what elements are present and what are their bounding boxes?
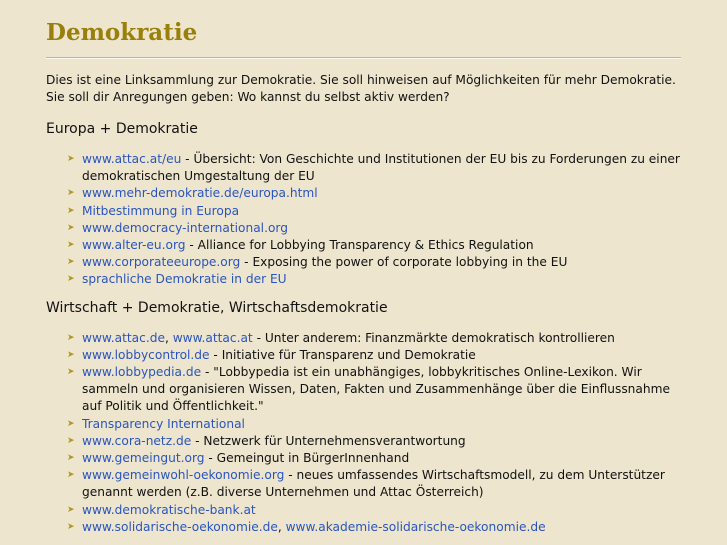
link-separator: , [164, 330, 173, 345]
section-heading: Europa + Demokratie [46, 121, 198, 137]
title-divider [46, 57, 681, 59]
list-item [46, 519, 681, 536]
list-item [46, 364, 681, 416]
intro-text: Dies ist eine Linksammlung zur Demokratie. Sie soll hinweisen auf Möglichkeiten für mehr Demokratie. Sie soll dir Anregungen geben: Wo kannst du selbst aktiv werden? [46, 73, 676, 104]
arrow-bullet-icon: ➤ [67, 205, 75, 216]
link-separator: , [277, 519, 286, 534]
link-list [46, 330, 681, 536]
list-item [46, 203, 681, 220]
link-description: - Gemeingut in BürgerInnenhand [204, 451, 410, 466]
link-description: - Netzwerk für Unternehmensverantwortung [191, 433, 466, 448]
list-item [46, 433, 681, 450]
external-link[interactable]: www.gemeinwohl-oekonomie.org [82, 468, 285, 483]
external-link[interactable]: www.gemeingut.org [82, 451, 205, 466]
arrow-bullet-icon: ➤ [67, 349, 75, 360]
external-link[interactable]: www.cora-netz.de [82, 433, 192, 448]
external-link[interactable]: www.attac.de [82, 330, 165, 345]
external-link[interactable]: www.mehr-demokratie.de/europa.html [82, 186, 318, 201]
list-item [46, 502, 681, 519]
link-list [46, 151, 681, 289]
arrow-bullet-icon: ➤ [67, 274, 75, 285]
list-item [46, 467, 681, 501]
list-item [46, 416, 681, 433]
arrow-bullet-icon: ➤ [67, 240, 75, 251]
link-description: - "Lobbypedia ist ein unabhängiges, lobbykritisches Online-Lexikon. Wir sammeln und organisieren Wissen, Daten, Fakten und Zusammenhänge über die Einflussnahme auf Politik und Öffentlichkeit." [82, 365, 670, 414]
list-item [46, 151, 681, 185]
external-link[interactable]: Mitbestimmung in Europa [82, 203, 240, 218]
external-link[interactable]: www.attac.at/eu [82, 152, 182, 166]
list-item [46, 271, 681, 288]
arrow-bullet-icon: ➤ [67, 504, 75, 515]
arrow-bullet-icon: ➤ [67, 435, 75, 446]
external-link[interactable]: www.lobbypedia.de [82, 365, 202, 380]
arrow-bullet-icon: ➤ [67, 188, 75, 199]
arrow-bullet-icon: ➤ [67, 521, 75, 532]
page-title: Demokratie [46, 19, 198, 46]
arrow-bullet-icon: ➤ [67, 470, 75, 481]
arrow-bullet-icon: ➤ [67, 332, 75, 343]
link-description: - Übersicht: Von Geschichte und Institutionen der EU bis zu Forderungen zu einer demokratischen Umgestaltung der EU [82, 152, 680, 184]
list-item [46, 185, 681, 202]
arrow-bullet-icon: ➤ [67, 154, 75, 164]
arrow-bullet-icon: ➤ [67, 418, 75, 429]
list-item [46, 330, 681, 347]
list-item [46, 254, 681, 271]
external-link[interactable]: www.solidarische-oekonomie.de [82, 519, 278, 534]
external-link[interactable]: www.alter-eu.org [82, 238, 186, 253]
link-description: - neues umfassendes Wirtschaftsmodell, zu dem Unterstützer genannt werden (z.B. diverse Unternehmen und Attac Österreich) [82, 468, 665, 500]
external-link[interactable]: www.corporateeurope.org [82, 255, 241, 270]
link-description: - Exposing the power of corporate lobbying in the EU [240, 255, 568, 270]
arrow-bullet-icon: ➤ [67, 367, 75, 378]
section-heading: Wirtschaft + Demokratie, Wirtschaftsdemokratie [46, 299, 388, 316]
arrow-bullet-icon: ➤ [67, 453, 75, 464]
link-description: - Alliance for Lobbying Transparency & Ethics Regulation [185, 238, 534, 253]
link-description: - Unter anderem: Finanzmärkte demokratisch kontrollieren [252, 330, 615, 345]
external-link[interactable]: Transparency International [82, 416, 245, 431]
external-link[interactable]: www.democracy-international.org [82, 220, 288, 235]
list-item [46, 237, 681, 254]
external-link[interactable]: www.akademie-solidarische-oekonomie.de [285, 519, 546, 534]
list-item [46, 450, 681, 467]
link-description: - Initiative für Transparenz und Demokratie [209, 347, 476, 362]
external-link[interactable]: www.attac.at [172, 330, 253, 345]
external-link[interactable]: sprachliche Demokratie in der EU [82, 272, 287, 287]
link-sections [46, 119, 681, 536]
external-link[interactable]: www.lobbycontrol.de [82, 347, 210, 362]
list-item [46, 347, 681, 364]
arrow-bullet-icon: ➤ [67, 257, 75, 268]
list-item [46, 220, 681, 237]
arrow-bullet-icon: ➤ [67, 222, 75, 233]
external-link[interactable]: www.demokratische-bank.at [82, 502, 256, 517]
